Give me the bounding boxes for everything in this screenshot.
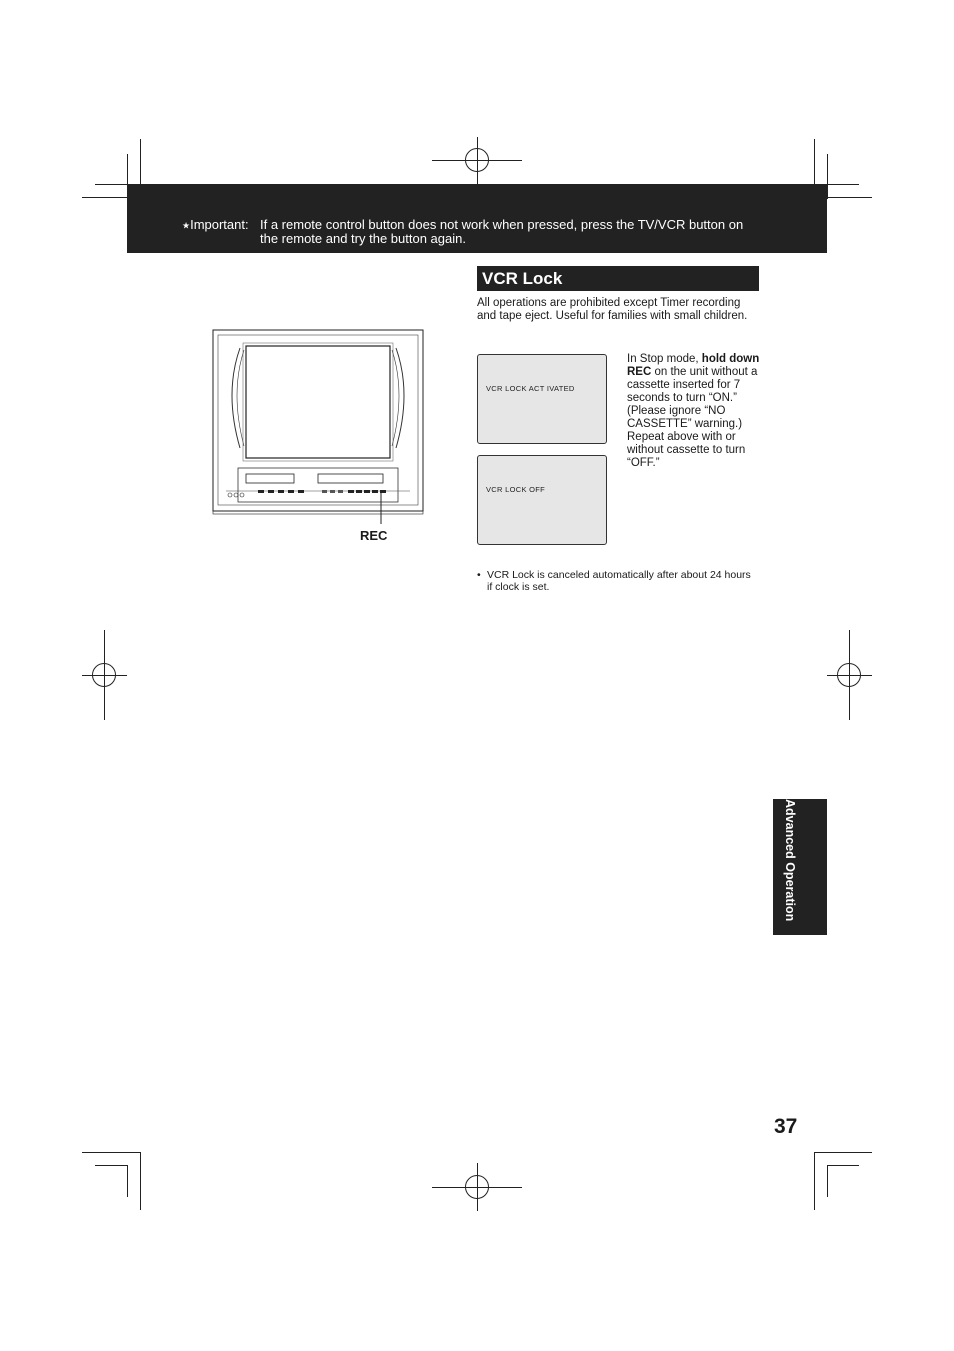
crop-mark (827, 154, 828, 199)
star-icon: ★ (182, 220, 191, 231)
registration-mark (92, 663, 116, 687)
crop-mark (814, 1152, 815, 1210)
instruction-bold: hold down REC (627, 353, 760, 378)
rec-button-label: REC (360, 528, 388, 543)
page-number: 37 (774, 1115, 798, 1138)
crop-mark (82, 1152, 140, 1153)
bullet-icon: • (477, 569, 481, 581)
osd-screen-activated (477, 354, 607, 444)
osd-text: VCR LOCK ACT IVATED (486, 384, 575, 393)
registration-mark (465, 148, 489, 172)
important-label: Important: (190, 217, 249, 232)
crop-mark (827, 1165, 828, 1197)
side-tab-label: Advanced Operation (783, 799, 797, 922)
important-note (182, 218, 782, 246)
instruction-text: In Stop mode, hold down REC on the unit without a cassette inserted for 7 seconds to turn “ON.” (Please ignore “NO CASSETTE” warning.) Repeat above with or without cassette to turn “OFF.” (627, 353, 760, 469)
crop-mark (127, 1165, 128, 1197)
crop-mark (814, 1152, 872, 1153)
section-intro: All operations are prohibited except Timer recording and tape eject. Useful for families with small children. (477, 297, 748, 322)
crop-mark (95, 1165, 127, 1166)
crop-mark (827, 1165, 859, 1166)
note-text: VCR Lock is canceled automatically after about 24 hours if clock is set. (487, 569, 751, 593)
osd-screen-off (477, 455, 607, 545)
registration-mark (465, 1175, 489, 1199)
crop-mark (140, 1152, 141, 1210)
osd-text: VCR LOCK OFF (486, 485, 546, 494)
registration-mark (837, 663, 861, 687)
note (477, 569, 752, 593)
side-tab (773, 799, 827, 935)
section-title: VCR Lock (477, 266, 759, 291)
tv-vcr-illustration (210, 328, 430, 528)
important-text: If a remote control button does not work when pressed, press the TV/VCR button on the remote and try the button again. (260, 217, 744, 246)
